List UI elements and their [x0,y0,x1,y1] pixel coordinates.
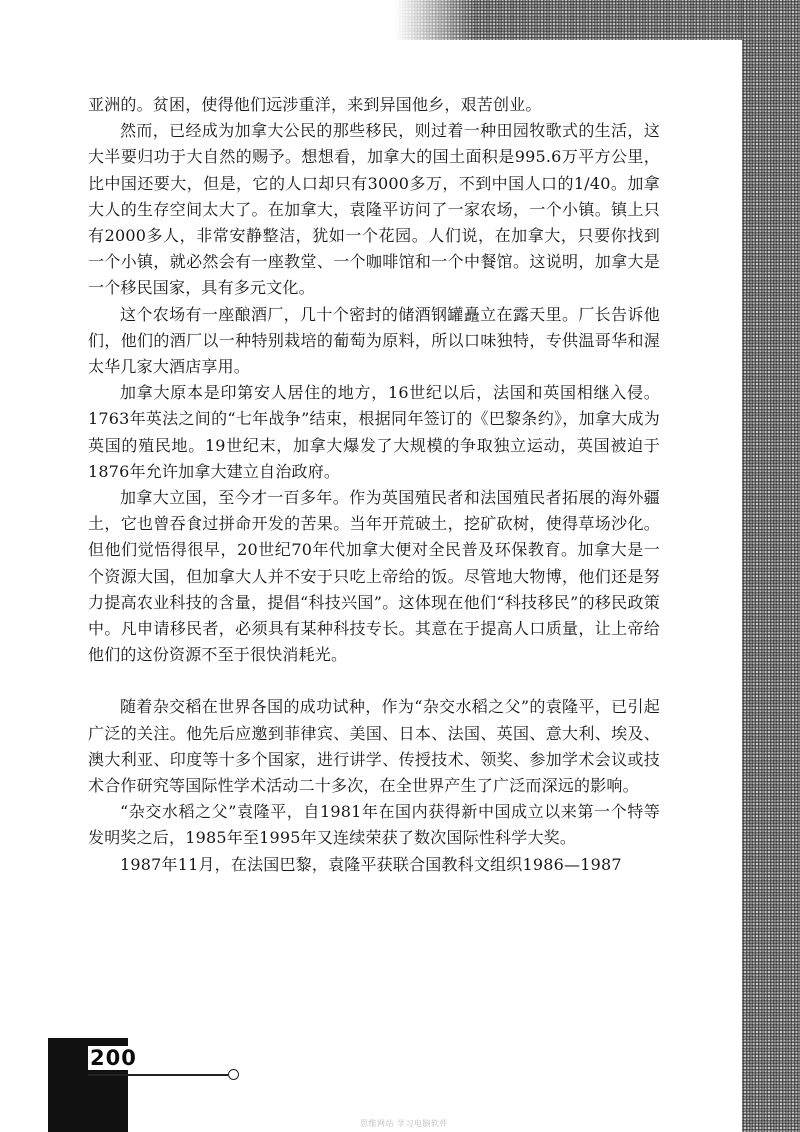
page-number: 200 [88,1046,141,1070]
section-break [88,668,660,694]
paragraph: 随着杂交稻在世界各国的成功试种，作为“杂交水稻之父”的袁隆平，已引起广泛的关注。他先后应邀到菲律宾、美国、日本、法国、英国、意大利、埃及、澳大利亚、印度等十多个国家，进行讲学、传授技术、领奖、参加学术会议或技术合作研究等国际性学术活动二十多次，在全世界产生了广泛而深远的影响。 [88,697,660,796]
border-fade [395,0,475,40]
watermark: 思维网站 学习电脑软件 [360,1119,449,1128]
halftone-border-right [742,0,800,1132]
footer-rule [88,1074,228,1076]
paragraph: 加拿大原本是印第安人居住的地方，16世纪以后，法国和英国相继入侵。1763年英法之间的“七年战争”结束，根据同年签订的《巴黎条约》，加拿大成为英国的殖民地。19世纪末，加拿大爆发了大规模的争取独立运动，英国被迫于1876年允许加拿大建立自治政府。 [88,383,660,481]
paragraph: 这个农场有一座酿酒厂，几十个密封的储酒钢罐矗立在露天里。厂长告诉他们，他们的酒厂以一种特别栽培的葡萄为原料，所以口味独特，专供温哥华和渥太华几家大酒店享用。 [88,304,660,377]
paragraph: 亚洲的。贫困，使得他们远涉重洋，来到异国他乡，艰苦创业。 [88,95,542,114]
paragraph: “杂交水稻之父”袁隆平，自1981年在国内获得新中国成立以来第一个特等发明奖之后，1985年至1995年又连续荣获了数次国际性科学大奖。 [88,802,660,848]
paragraph: 加拿大立国，至今才一百多年。作为英国殖民者和法国殖民者拓展的海外疆土，它也曾吞食过拼命开发的苦果。当年开荒破土，挖矿砍树，使得草场沙化。但他们觉悟得很早，20世纪70年代加拿大便对全民普及环保教育。加拿大是一个资源大国，但加拿大人并不安于只吃上帝给的饭。尽管地大物博，他们还是努力提高农业科技的含量，提倡“科技兴国”。这体现在他们“科技移民”的移民政策中。凡申请移民者，必须具有某种科技专长。其意在于提高人口质量，让上帝给他们的这份资源不至于很快消耗光。 [88,488,660,665]
paragraph: 然而，已经成为加拿大公民的那些移民，则过着一种田园牧歌式的生活，这大半要归功于大自然的赐予。想想看，加拿大的国土面积是995.6万平方公里，比中国还要大，但是，它的人口却只有3000多万，不到中国人口的1/40。加拿大人的生存空间太大了。在加拿大，袁隆平访问了一家农场，一个小镇。镇上只有2000多人，非常安静整洁，犹如一个花园。人们说，在加拿大，只要你找到一个小镇，就必然会有一座教堂、一个咖啡馆和一个中餐馆。这说明，加拿大是一个移民国家，具有多元文化。 [88,121,660,298]
body-text [88,92,660,878]
paragraph: 1987年11月，在法国巴黎，袁隆平获联合国教科文组织1986—1987 [120,854,622,874]
footer-circle-ornament [228,1069,239,1080]
